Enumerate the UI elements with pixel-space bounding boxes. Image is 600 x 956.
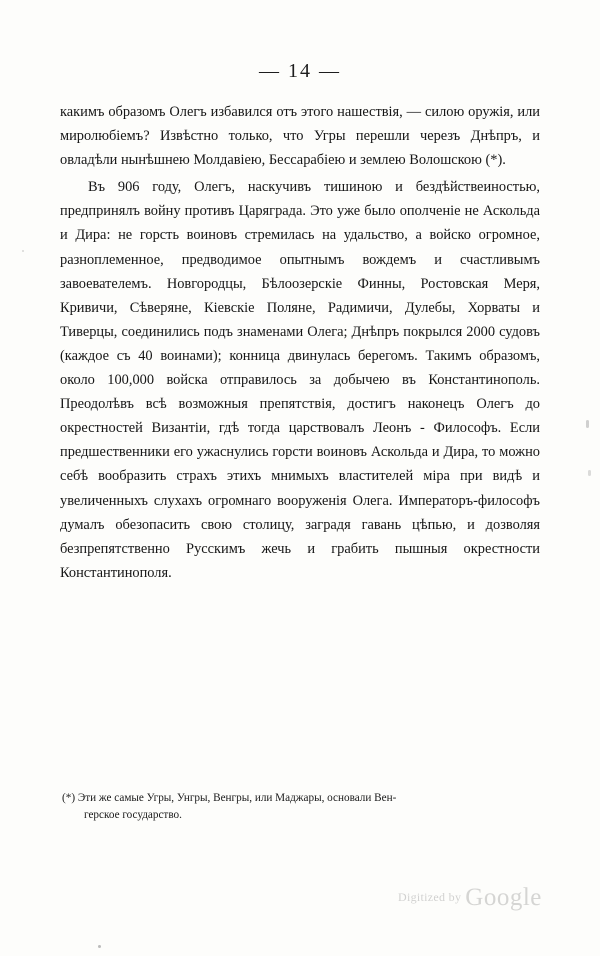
scan-speck xyxy=(588,470,591,476)
google-digitized-watermark xyxy=(398,884,548,918)
footnote-divider xyxy=(62,786,182,787)
page-number: — 14 — xyxy=(259,60,341,82)
scan-speck xyxy=(586,420,589,428)
paragraph-2: Въ 906 году, Олегъ, наскучивъ тишиною и бездѣйствеиностью, предпринялъ войну противъ Царяграда. Это уже было ополченіе не Аскольда и Дира: не горсть воиновъ стремилась на удальство, а войско огромное, разноплеменное, предводимое опытнымъ вождемъ и счастливымъ завоевателемъ. Новгородцы, Бѣлоозерскіе Финны, Ростовская Меря, Кривичи, Сѣверяне, Кіевскіе Поляне, Радимичи, Дулебы, Хорваты и Тиверцы, соединились подъ знаменами Олега; Днѣпръ покрылся 2000 судовъ (каждое съ 40 воинами); конница двинулась берегомъ. Такимъ образомъ, около 100,000 войска отправилось за добычею въ Константинополь. Преодолѣвъ всѣ возможныя препятствія, достигъ наконецъ Олегъ до окрестностей Византіи, гдѣ тогда царствовалъ Леонъ - Философъ. Если предшественники его ужаснулись горсти воиновъ Аскольда и Дира, то можно себѣ вообразить страхъ этихъ мнимыхъ властителей міра при видѣ и увеличенныхъ слухахъ огромнаго вооруженія Олега. Императоръ-философъ думалъ обезопасить свою столицу, заградя гавань цѣпью, и дозволяя безпрепятственно Русскимъ жечь и грабить пышныя окрестности Константинополя. xyxy=(60,179,540,581)
watermark-prefix: Digitized by xyxy=(398,890,462,904)
footnote-marker: (*) xyxy=(62,792,76,804)
scan-speck xyxy=(98,945,101,948)
watermark-brand: Google xyxy=(465,884,542,911)
paragraph-1: какимъ образомъ Олегъ избавился отъ этого нашествія, — силою оружія, или миролюбіемъ? Извѣстно только, что Угры перешли черезъ Днѣпръ, и овладѣли нынѣшнею Молдавіею, Бессарабіею и землею Волошскою (*). xyxy=(60,104,540,169)
footnote-line-2: герское государство. xyxy=(84,809,182,821)
page-body xyxy=(60,100,540,585)
scan-speck xyxy=(22,250,24,252)
footnote xyxy=(62,790,540,824)
footnote-line-1: Эти же самые Угры, Унгры, Венгры, или Маджары, основали Вен- xyxy=(77,792,397,804)
